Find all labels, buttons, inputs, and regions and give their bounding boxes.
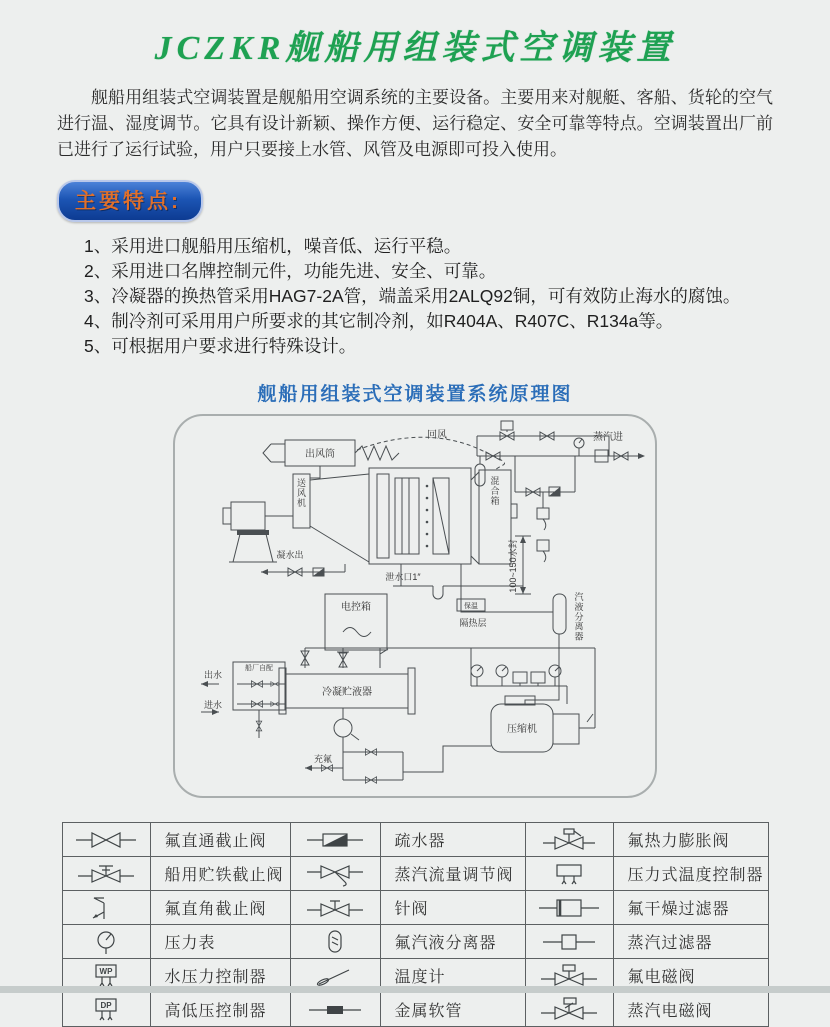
symbol-legend-table	[62, 822, 769, 1027]
legend-symbol-cell	[62, 925, 150, 959]
electric-control-box	[325, 594, 387, 650]
svg-text:冷凝贮液器: 冷凝贮液器	[322, 687, 372, 698]
svg-text:汽液分离器: 汽液分离器	[574, 592, 584, 642]
schematic-svg	[175, 416, 655, 796]
feature-item: 1、采用进口舰船用压缩机，噪音低、运行平稳。	[84, 236, 462, 256]
svg-text:送风机: 送风机	[296, 478, 307, 508]
legend-symbol-cell	[525, 993, 613, 1027]
legend-symbol-cell	[290, 925, 380, 959]
svg-text:回风: 回风	[427, 430, 447, 441]
legend-symbol-cell	[525, 925, 613, 959]
feature-item: 4、制冷剂可采用用户所要求的其它制冷剂，如R404A、R407C、R134a等。	[84, 311, 674, 331]
steam-solenoid-valve-icon	[533, 997, 605, 1023]
metal-hose-icon	[299, 997, 371, 1023]
fluorine-solenoid-valve-icon	[533, 963, 605, 989]
steam-filter-icon	[533, 929, 605, 955]
legend-symbol-cell	[525, 857, 613, 891]
diagram-title: 舰船用组装式空调装置系统原理图	[257, 384, 573, 405]
legend-name: 蒸汽电磁阀	[613, 993, 768, 1027]
legend-name: 压力表	[150, 925, 290, 959]
marine-stop-valve-icon	[70, 861, 142, 887]
legend-name: 金属软管	[380, 993, 525, 1027]
legend-symbol-cell	[290, 823, 380, 857]
svg-text:充氟: 充氟	[313, 754, 333, 764]
drain-water-seal	[385, 536, 531, 599]
thermal-expansion-valve-icon	[533, 827, 605, 853]
legend-name: 疏水器	[380, 823, 525, 857]
legend-name: 氟干燥过滤器	[613, 891, 768, 925]
intro-paragraph: 舰船用组装式空调装置是舰船用空调系统的主要设备。主要用来对舰艇、客船、货轮的空气进行温、湿度调节。它具有设计新颖、操作方便、运行稳定、安全可靠等特点。空调装置出厂前已进行了运行试验，用户只要接上水管、风管及电源即可投入使用。	[57, 88, 773, 159]
svg-text:进水: 进水	[203, 700, 223, 710]
shipyard-water-box	[201, 662, 286, 738]
legend-symbol-cell	[525, 823, 613, 857]
charge-line	[305, 737, 491, 783]
feature-item: 2、采用进口名牌控制元件，功能先进、安全、可靠。	[84, 261, 497, 281]
svg-text:凝水出: 凝水出	[276, 550, 304, 560]
svg-text:DP: DP	[100, 1000, 112, 1010]
legend-symbol-cell	[525, 891, 613, 925]
water-pressure-controller-icon	[70, 963, 142, 989]
legend-name: 压力式温度控制器	[613, 857, 768, 891]
thermometer-icon	[299, 963, 371, 989]
legend-name: 蒸汽流量调节阀	[380, 857, 525, 891]
legend-symbol-cell	[290, 993, 380, 1027]
legend-row	[62, 993, 768, 1027]
return-air	[357, 429, 505, 470]
high-low-pressure-controller-icon	[70, 997, 142, 1023]
legend-symbol-cell	[290, 857, 380, 891]
svg-text:WP: WP	[99, 966, 113, 976]
svg-text:蒸汽进: 蒸汽进	[593, 432, 623, 443]
legend-symbol-cell	[62, 857, 150, 891]
legend-name: 船用贮铁截止阀	[150, 857, 290, 891]
features-badge: 主要特点:	[57, 180, 203, 222]
svg-text:电控箱: 电控箱	[341, 602, 371, 613]
svg-text:混合箱: 混合箱	[490, 476, 500, 506]
legend-name: 氟汽液分离器	[380, 925, 525, 959]
legend-symbol-cell	[62, 823, 150, 857]
legend-row	[62, 891, 768, 925]
legend-row	[62, 857, 768, 891]
needle-valve-icon	[299, 895, 371, 921]
feature-item: 5、可根据用户要求进行特殊设计。	[84, 336, 357, 356]
legend-row	[62, 925, 768, 959]
legend-symbol-cell	[290, 891, 380, 925]
legend-name: 蒸汽过滤器	[613, 925, 768, 959]
legend-symbol-cell	[62, 993, 150, 1027]
steam-piping	[475, 421, 645, 562]
svg-text:出水: 出水	[203, 670, 223, 680]
svg-text:100~150水封: 100~150水封	[508, 539, 518, 593]
drier-filter-icon	[533, 895, 605, 921]
fluorine-straight-stop-valve-icon	[70, 827, 142, 853]
legend-name: 氟直通截止阀	[150, 823, 290, 857]
legend-name: 温度计	[380, 959, 525, 993]
steam-trap-icon	[299, 827, 371, 853]
legend-row	[62, 823, 768, 857]
svg-text:泄水口1″: 泄水口1″	[385, 572, 421, 582]
legend-name: 高低压控制器	[150, 993, 290, 1027]
pressure-temperature-controller-icon	[533, 861, 605, 887]
supply-fan-unit	[223, 474, 369, 562]
air-handler	[369, 468, 471, 564]
air-outlet-duct	[263, 440, 399, 478]
fluorine-angle-stop-valve-icon	[70, 895, 142, 921]
svg-text:隔热层: 隔热层	[459, 618, 487, 628]
svg-text:保温: 保温	[464, 603, 478, 610]
system-schematic	[173, 414, 657, 798]
feature-list	[84, 234, 830, 359]
legend-name: 氟电磁阀	[613, 959, 768, 993]
svg-text:压缩机: 压缩机	[507, 724, 537, 735]
svg-text:船厂自配: 船厂自配	[245, 665, 273, 672]
legend-name: 针阀	[380, 891, 525, 925]
legend-name: 氟直角截止阀	[150, 891, 290, 925]
legend-name: 氟热力膨胀阀	[613, 823, 768, 857]
pressure-gauge-icon	[70, 929, 142, 955]
scan-edge	[0, 986, 830, 993]
legend-name: 水压力控制器	[150, 959, 290, 993]
feature-item: 3、冷凝器的换热管采用HAG7-2A管，端盖采用2ALQ92铜，可有效防止海水的腐蚀。	[84, 286, 741, 306]
legend-symbol-cell	[62, 891, 150, 925]
condenser-receiver	[279, 648, 595, 740]
gas-liquid-separator-icon	[299, 929, 371, 955]
svg-text:出风筒: 出风筒	[305, 449, 335, 460]
page-title: JCZKR舰船用组装式空调装置	[154, 30, 676, 67]
steam-flow-regulating-valve-icon	[299, 861, 371, 887]
